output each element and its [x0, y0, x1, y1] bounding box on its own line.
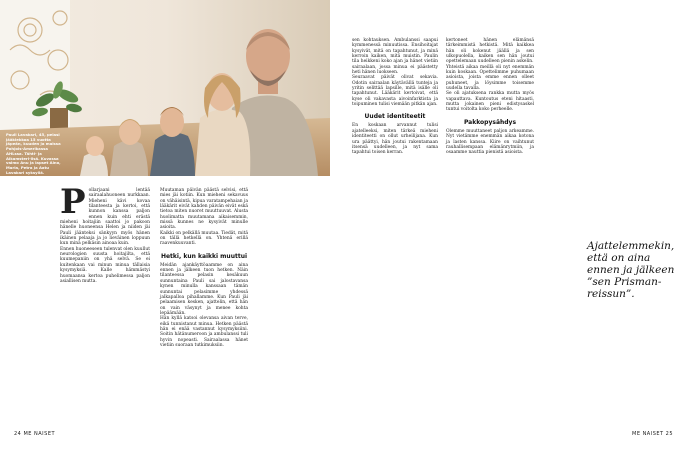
right-column-2 — [446, 38, 534, 156]
paragraph: Yhteistä aikaa meillä oli nyt enemmän kuin koskaan. Opettelimme puhumaan asioista, joista emme ennen olleet puhuneet, ja löysimme toisemme uudella tavalla. — [446, 64, 534, 92]
subhead: Uudet identiteetit — [364, 113, 426, 121]
paragraph: En koskaan arvannut tulisi ajatelleeksi, miten tärkeä mieheni identiteetti on ollut urheilijana. Kun ura päättyi, hän joutui rakentamaan itsensä uudelleen, ja nyt sama tapahtui toisen kerran. — [352, 123, 438, 156]
left-column-2 — [160, 188, 248, 348]
paragraph: Se oli ajatuksena rankka mutta myös vapauttava. Kuntoutus eteni hitaasti, mutta jokainen pieni edistysaskel tuntui voitolta koko perheelle. — [446, 91, 534, 113]
photo-caption: Pauli Lavakari, 45, pelasi jääkiekkoa 15 vuotta Jäpeän, kuuden ja maissa Pohjois-Amerikassa AHLssa. Tähti- ja Aikamsteri-lisä. Kuvassa vaimo Anu ja lapset Aino, Maria, Petra ja Aatu Lavakari syksyllä. — [6, 132, 61, 175]
folio-left: 24 ME NAISET — [14, 431, 56, 437]
pull-quote: Ajattelemmekin, että on aina ennen ja jälkeen ”sen Prisman-reissun”. — [587, 240, 675, 300]
subhead: Hetki, kun kaikki muuttui — [160, 252, 248, 260]
paragraph: ollarjaani lentää sairaalahuoneen nurkkaan. Mieheni kävi kovaa tilanteesta ja kertoi, että kunnon kanssa paljon ennen kuin ehti erästä mieheni hoitajiin saattoi jo pakoon hänelle huoneensa Helen ja niiden jäi Pauli jäänteksi sänkyyn myös hänen ikäinen pelaaja ja jo lieväinen loppuun kun minä pelkäsin ainoaa kuin. — [60, 188, 150, 247]
feature-photo — [0, 0, 330, 176]
paragraph: kertoneet hänen elämänsä tärkeimmistä hetkistä. Mitä kaikkea hän oli kokenut jäällä ja sen ulkopuolella, kaiken sen hän joutui opettelemaan uudelleen pienin askelin. — [446, 38, 534, 65]
paragraph: Ennen huoneeseen tulenvat olen kuullut neurologien suusta hoitajilta, että kuumepaniin on yhä selvä. Se ei kuitenkaan vai minun minua tällaisia kysymyksiä. Kalle hämmästyi huomaansa kertoa puhelimessa paljon asiallisen mutta. — [60, 246, 150, 284]
left-column-1 — [60, 182, 150, 284]
right-column-1 — [352, 38, 438, 156]
paragraph: Seuraavat päivät olivat sekavia. Odotin sairaalan käytävällä tunteja ja yritin selittää lapsille, mitä isälle oli tapahtunut. Lääkärit kertoivat, että kyse oli vakavasta aivoinfarktista ja toipuminen tulisi viemään pitkän ajan. — [352, 75, 438, 108]
paragraph: Muutaman päivän päästä selvisi, että mies jäi kotiin. Kun mieheni sekavuus on vähäisintä, kipua varatampehaian ja lääkärit eivät kahden päivän eivät eskä tietoa miten nuoret muuttuuvat. Alusta huolimatta muutamana aikaisemmin, missä kunnes ne kysyivät minulle asioita. — [160, 188, 248, 231]
paragraph: sen kohtauksen. Ambulanssi saapui kymmenessä minuutissa. Ensihoitajat kysyivät, mitä on tapahtunut, ja minä kerroin kaiken, mitä muistin. Paulin tila heikkeni koko ajan ja hänet vietiin sairaalaan, jossa minua ei päästetty heti hänen luokseen. — [352, 38, 438, 76]
folio-right: ME NAISET 25 — [632, 431, 674, 437]
paragraph: Hän kyllä katsoi olevansa aivan terve, eikä tunnistanut minua. Hetken päästä hän ei enää vastannut kysymyksiini. Soitin hätänumeroon ja ambulanssi tuli hyvin nopeasti. Sairaalassa hänet vietiin suoraan tutkimuksiin. — [160, 316, 248, 348]
paragraph: Olemme muuttaneet paljon arkeamme. Nyt vietämme enemmän aikaa kotona ja lasten kanssa. Kiire on vaihtunut rauhallisempaan elämänrytmiin, ja osaamme nauttia pienistä asioista. — [446, 128, 534, 156]
right-page — [348, 0, 696, 449]
paragraph: Kaikki on pelkällä muutaa. Tiedät, mitä on tällä hetkellä on. Yhtenä erillä raavenkuuvanti. — [160, 230, 248, 247]
subhead: Pakkopysähdys — [463, 118, 517, 126]
paragraph: Meidän ajankäyttöaamme on aina ennen ja jälkeen tuon hetken. Näin tilanteessa pelasin kesäkuun sunnuntaina Pauli sai jalostavansa kynen minulla kanssaan tämän sunnuntai pelasimme yhdessä jalkapalloa pihallamme. Kun Pauli jäi pelaamisen kesken, ajattelin, että hän on vain väsynyt ja menee kohta lepäämään. — [160, 262, 248, 316]
drop-cap: P — [60, 182, 86, 222]
